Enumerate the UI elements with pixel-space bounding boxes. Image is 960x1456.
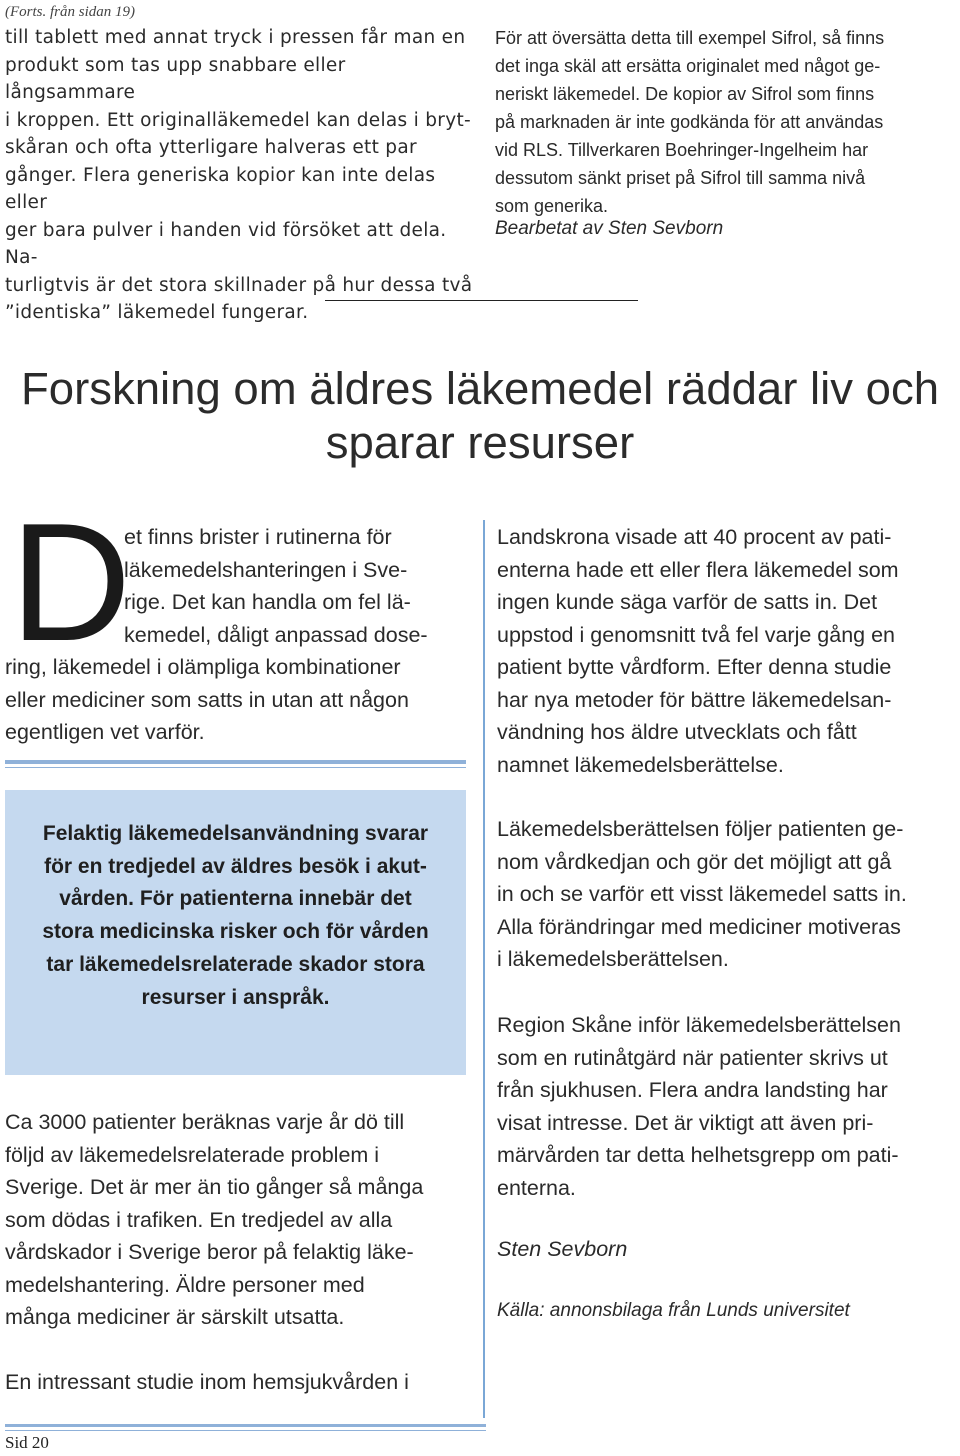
lead-line: rige. Det kan handla om fel lä-	[124, 590, 411, 614]
lead-line: eller mediciner som satts in utan att någon	[5, 687, 409, 712]
right-paragraph-2: Läkemedelsberättelsen följer patienten ge- nom vårdkedjan och gör det möjligt att gå in och se varför ett visst läkemedel satts in. Alla förändringar med mediciner motiveras i läkemedelsberättelsen.	[497, 817, 907, 971]
section-separator	[325, 300, 638, 301]
left-paragraph-2: Ca 3000 patienter beräknas varje år dö till följd av läkemedelsrelaterade problem i Sverige. Det är mer än tio gånger så många som dödas i trafiken. En tredjedel av alla vårdskador i Sverige beror på felaktig läke- medelshantering. Äldre personer med många mediciner är särskilt utsatta.	[5, 1110, 424, 1329]
article-source: Källa: annonsbilaga från Lunds universitet	[497, 1300, 850, 1321]
callout-top-rule	[5, 760, 466, 768]
lead-line: egentligen vet varför.	[5, 720, 205, 744]
continuation-note: (Forts. från sidan 19)	[5, 4, 136, 20]
right-paragraph-3: Region Skåne inför läkemedelsberättelsen som en rutinåtgärd när patienter skrivs ut från sjukhusen. Flera andra landsting har visat intresse. Det är viktigt att även pri- märvården tar detta helhetsgrepp om pati- enterna.	[497, 1013, 901, 1200]
left-paragraph-3: En intressant studie inom hemsjukvården i	[5, 1370, 409, 1394]
page-number: Sid 20	[5, 1433, 49, 1452]
top-byline: Bearbetat av Sten Sevborn	[495, 218, 724, 239]
drop-cap: D	[10, 488, 132, 676]
article-headline: Forskning om äldres läkemedel räddar liv och sparar resurser	[21, 363, 939, 468]
callout-text: Felaktig läkemedelsanvändning svarar för en tredjedel av äldres besök i akut- vården. För patienterna innebär det stora medicinska risker och för vården tar läkemedelsrelaterade skador stora resurser i anspråk.	[42, 822, 429, 1009]
footer-rule	[5, 1424, 486, 1431]
top-left-paragraph: till tablett med annat tryck i pressen får man en produkt som tas upp snabbare eller långsammare i kroppen. Ett originalläkemedel kan delas i bryt- skåran och ofta ytterligare halveras ett par gånger. Flera generiska kopior kan inte delas eller ger bara pulver i handen vid försöket att dela. Na- turligtvis är det stora skillnader på hur dessa två ”identiska” läkemedel fungerar.	[5, 27, 473, 323]
lead-line: et finns brister i rutinerna för	[124, 525, 392, 549]
lead-line: ring, läkemedel i olämpliga kombinationer	[5, 655, 401, 679]
article-author: Sten Sevborn	[497, 1237, 628, 1261]
lead-line: kemedel, dåligt anpassad dose-	[124, 622, 428, 647]
lead-line: läkemedelshanteringen i Sve-	[124, 557, 408, 582]
right-paragraph-1: Landskrona visade att 40 procent av pati- enterna hade ett eller flera läkemedel som ingen kunde säga varför de satts in. Det uppstod i genomsnitt två fel varje gång en patient bytte vårdform. Efter denna studie har nya metoder för bättre läkemedelsan- vändning hos äldre utvecklats och fått namnet läkemedelsberättelse.	[497, 525, 899, 777]
column-divider	[483, 520, 485, 1418]
lead-paragraph	[5, 521, 475, 749]
top-right-paragraph: För att översätta detta till exempel Sifrol, så finns det inga skäl att ersätta originalet med något ge- neriskt läkemedel. De kopior av Sifrol som finns på marknaden är inte godkända för att användas vid RLS. Tillverkaren Boehringer-Ingelheim har dessutom sänkt priset på Sifrol till samma nivå som generika.	[495, 28, 885, 216]
